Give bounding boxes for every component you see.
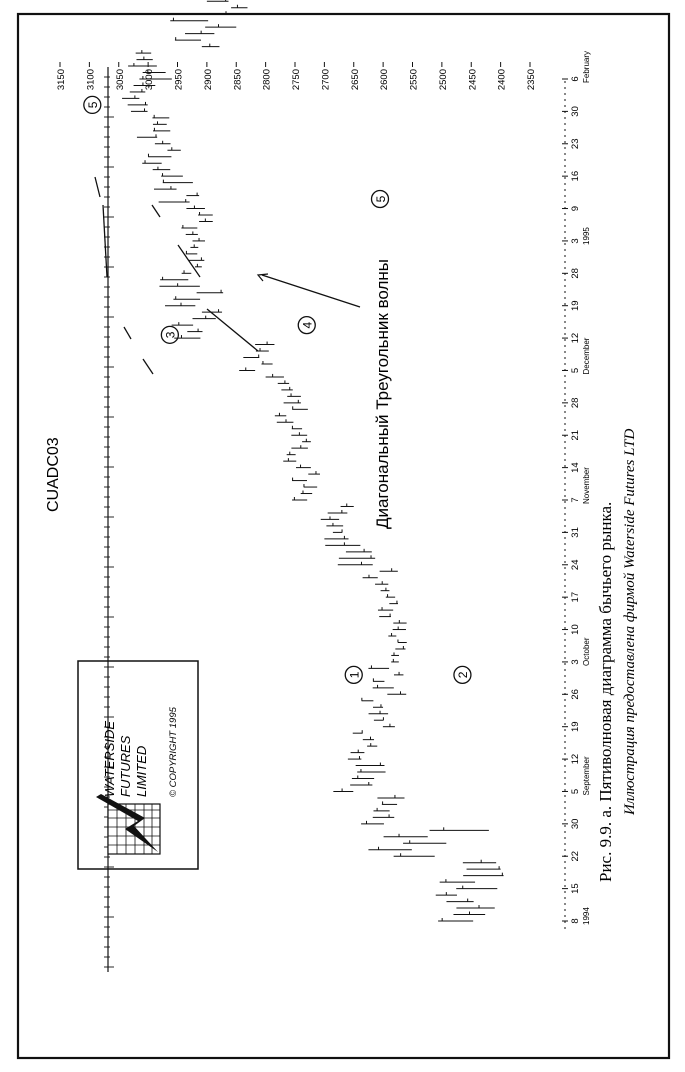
annotation-arrow [262,275,360,307]
price-tick-label: 2550 [408,69,420,91]
upper-trendline-seg1 [143,359,153,374]
triangle-trendlines [95,177,258,374]
price-tick-label: 2950 [173,69,185,91]
price-tick-label: 2450 [467,69,479,91]
date-tick-label: 23 [570,138,581,150]
price-tick-label: 2850 [232,69,244,91]
upper-trendline-seg3 [103,205,107,277]
date-tick-label: 10 [570,624,581,635]
date-tick-label: 19 [570,300,581,311]
caption-main: Рис. 9.9. а. Пятиволновая диаграмма бычьего рынка. [596,501,615,882]
date-tick-label: 19 [570,721,581,732]
price-tick-label: 2600 [379,69,391,91]
rotated-chart [45,0,638,972]
date-tick-label: 8 [570,918,581,924]
date-tick-label: 26 [570,689,581,700]
wave-labels [84,96,471,683]
logo-copyright: © COPYRIGHT 1995 [168,707,179,797]
wave-number: 2 [455,671,470,679]
upper-trendline-seg4 [95,177,100,197]
chart-symbol: CUADC03 [45,437,62,512]
date-tick-label: 16 [570,170,581,182]
price-tick-label: 2400 [496,69,508,91]
date-tick-label: 9 [570,205,581,212]
lower-trendline-seg1 [207,309,258,351]
wave-number: 4 [300,321,315,329]
wave-number: 5 [85,101,100,109]
price-tick-label: 2700 [320,69,332,91]
date-tick-label: 22 [570,850,581,862]
date-tick-label: 17 [570,591,581,603]
lower-trendline-seg3 [152,205,160,217]
date-tick-label: 6 [570,76,581,82]
month-label: November [582,467,591,504]
wave-number: 1 [347,671,362,679]
title-wave-number: 5 [374,195,388,203]
price-tick-label: 3050 [114,69,126,91]
lower-trendline-seg2 [178,245,200,277]
price-tick-label: 3100 [85,69,97,91]
price-tick-label: 2500 [437,69,449,91]
month-label: 1994 [582,907,591,925]
upper-trendline-seg2 [124,327,131,339]
waterside-logo [78,661,198,869]
date-tick-label: 15 [570,883,581,894]
date-tick-label: 3 [570,238,581,244]
date-tick-label: 30 [570,818,581,830]
date-tick-label: 28 [570,268,581,279]
logo-line2: FUTURES [118,735,133,797]
date-tick-label: 14 [570,462,581,473]
date-tick-label: 21 [570,429,581,441]
date-tick-label: 5 [570,367,581,374]
date-tick-label: 12 [570,753,581,765]
logo-line1: WATERSIDE [102,720,117,797]
month-label: 1995 [582,227,591,245]
price-tick-label: 2750 [291,69,302,91]
month-label: September [582,756,591,796]
price-tick-label: 2800 [261,69,273,91]
caption-credit: Иллюстрация предоставлена фирмой Waterside Futures LTD [622,428,638,815]
month-label: October [582,637,591,666]
date-tick-label: 28 [570,397,581,409]
price-tick-label: 2350 [526,69,537,91]
arrowhead [258,274,268,281]
date-tick-label: 31 [570,527,581,538]
date-ticks [562,51,591,925]
title-wave-mark [372,191,389,208]
date-tick-label: 30 [570,106,581,117]
month-label: December [582,337,591,375]
date-tick-label: 24 [570,559,581,571]
date-tick-label: 12 [570,332,581,344]
wave-number: 3 [163,331,178,339]
month-label: February [582,50,591,83]
chart-title: Диагональный Треугольник волны [373,258,392,529]
date-tick-label: 3 [570,659,581,665]
price-bars [122,0,504,921]
date-tick-label: 5 [570,788,581,795]
price-tick-label: 3000 [144,69,156,91]
price-tick-label: 2900 [202,69,214,91]
date-tick-label: 7 [570,497,581,503]
price-tick-label: 3150 [56,69,67,91]
logo-line3: LIMITED [134,745,149,797]
price-tick-label: 2650 [349,69,361,91]
